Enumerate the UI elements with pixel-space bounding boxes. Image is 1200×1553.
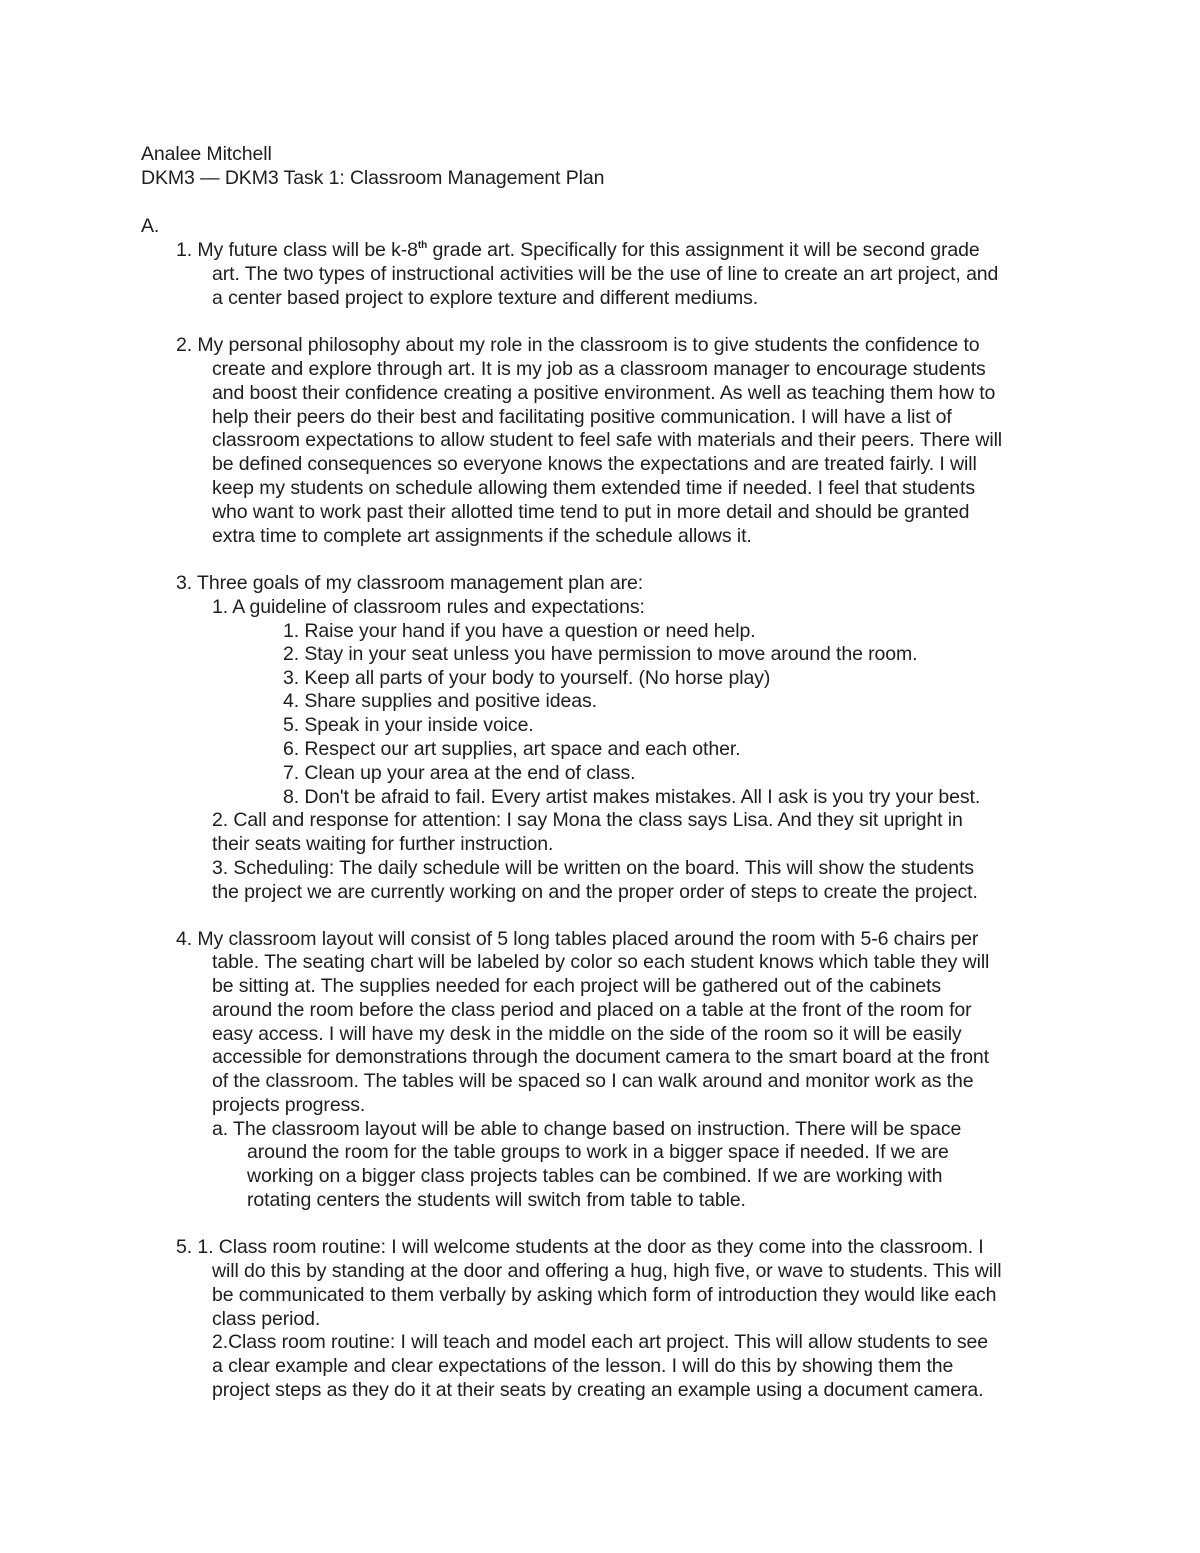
- rule-item: 8. Don't be afraid to fail. Every artist makes mistakes. All I ask is you try your best.: [283, 786, 981, 808]
- routine-2-line: project steps as they do it at their seats by creating an example using a document camera.: [212, 1379, 984, 1401]
- item-2-line: extra time to complete art assignments if the schedule allows it.: [212, 525, 752, 547]
- rule-item: 4. Share supplies and positive ideas.: [283, 690, 597, 712]
- routine-2-line: 2.Class room routine: I will teach and model each art project. This will allow students to see: [212, 1331, 989, 1353]
- item-4a-line: around the room for the table groups to work in a bigger space if needed. If we are: [247, 1141, 949, 1163]
- item-1-text-a: 1. My future class will be k-8: [176, 239, 418, 261]
- item-2-line: and boost their confidence creating a positive environment. As well as teaching them how to: [212, 382, 996, 404]
- item-1-text-b: grade art. Specifically for this assignment it will be second grade: [427, 239, 980, 261]
- routine-2-line: a clear example and clear expectations of the lesson. I will do this by showing them the: [212, 1355, 954, 1377]
- item-2-line: classroom expectations to allow student to feel safe with materials and their peers. There will: [212, 429, 1003, 451]
- goal-3-line: the project we are currently working on and the proper order of steps to create the project.: [212, 881, 978, 903]
- item-2-line: create and explore through art. It is my job as a classroom manager to encourage students: [212, 358, 986, 380]
- item-4-line: projects progress.: [212, 1094, 366, 1116]
- item-3-intro: 3. Three goals of my classroom management plan are:: [176, 572, 644, 594]
- item-4-line: accessible for demonstrations through the document camera to the smart board at the front: [212, 1046, 989, 1068]
- item-2-line: be defined consequences so everyone knows the expectations and are treated fairly. I will: [212, 453, 977, 475]
- item-1-superscript: th: [417, 240, 428, 251]
- item-2-line: help their peers do their best and facilitating positive communication. I will have a list of: [212, 406, 952, 428]
- item-2-line: 2. My personal philosophy about my role in the classroom is to give students the confidence to: [176, 334, 980, 356]
- item-5-line: class period.: [212, 1308, 321, 1330]
- document-title: DKM3 — DKM3 Task 1: Classroom Management Plan: [141, 167, 605, 189]
- rule-item: 3. Keep all parts of your body to yourself. (No horse play): [283, 667, 771, 689]
- rule-item: 7. Clean up your area at the end of class.: [283, 762, 636, 784]
- item-2-line: who want to work past their allotted time tend to put in more detail and should be granted: [212, 501, 970, 523]
- author-name: Analee Mitchell: [141, 143, 272, 165]
- item-1-line-2: art. The two types of instructional activities will be the use of line to create an art project, and: [212, 263, 999, 285]
- rule-item: 6. Respect our art supplies, art space and each other.: [283, 738, 741, 760]
- goal-1-heading: 1. A guideline of classroom rules and expectations:: [212, 596, 645, 618]
- item-4-line: around the room before the class period and placed on a table at the front of the room for: [212, 999, 972, 1021]
- item-1-line-3: a center based project to explore texture and different mediums.: [212, 287, 759, 309]
- item-4-line: be sitting at. The supplies needed for each project will be gathered out of the cabinets: [212, 975, 942, 997]
- item-1-line-1: [176, 238, 980, 262]
- rule-item: 1. Raise your hand if you have a question or need help.: [283, 620, 756, 642]
- item-4-line: 4. My classroom layout will consist of 5 long tables placed around the room with 5-6 chairs per: [176, 928, 979, 950]
- section-label: A.: [141, 215, 160, 237]
- item-4-line: easy access. I will have my desk in the middle on the side of the room so it will be easily: [212, 1023, 962, 1045]
- item-4a-line: working on a bigger class projects tables can be combined. If we are working with: [247, 1165, 943, 1187]
- rule-item: 5. Speak in your inside voice.: [283, 714, 534, 736]
- item-4a-line: a. The classroom layout will be able to change based on instruction. There will be space: [212, 1118, 962, 1140]
- rule-item: 2. Stay in your seat unless you have permission to move around the room.: [283, 643, 918, 665]
- item-2-line: keep my students on schedule allowing them extended time if needed. I feel that students: [212, 477, 976, 499]
- goal-3-line: 3. Scheduling: The daily schedule will be written on the board. This will show the students: [212, 857, 974, 879]
- item-5-line: be communicated to them verbally by asking which form of introduction they would like each: [212, 1284, 997, 1306]
- item-4-line: of the classroom. The tables will be spaced so I can walk around and monitor work as the: [212, 1070, 974, 1092]
- goal-2-line: 2. Call and response for attention: I say Mona the class says Lisa. And they sit upright in: [212, 809, 963, 831]
- item-5-line: 5. 1. Class room routine: I will welcome students at the door as they come into the classroom. I: [176, 1236, 984, 1258]
- item-5-line: will do this by standing at the door and offering a hug, high five, or wave to students. This will: [212, 1260, 1002, 1282]
- goal-2-line: their seats waiting for further instruction.: [212, 833, 554, 855]
- item-4a-line: rotating centers the students will switch from table to table.: [247, 1189, 746, 1211]
- item-4-line: table. The seating chart will be labeled by color so each student knows which table they will: [212, 951, 990, 973]
